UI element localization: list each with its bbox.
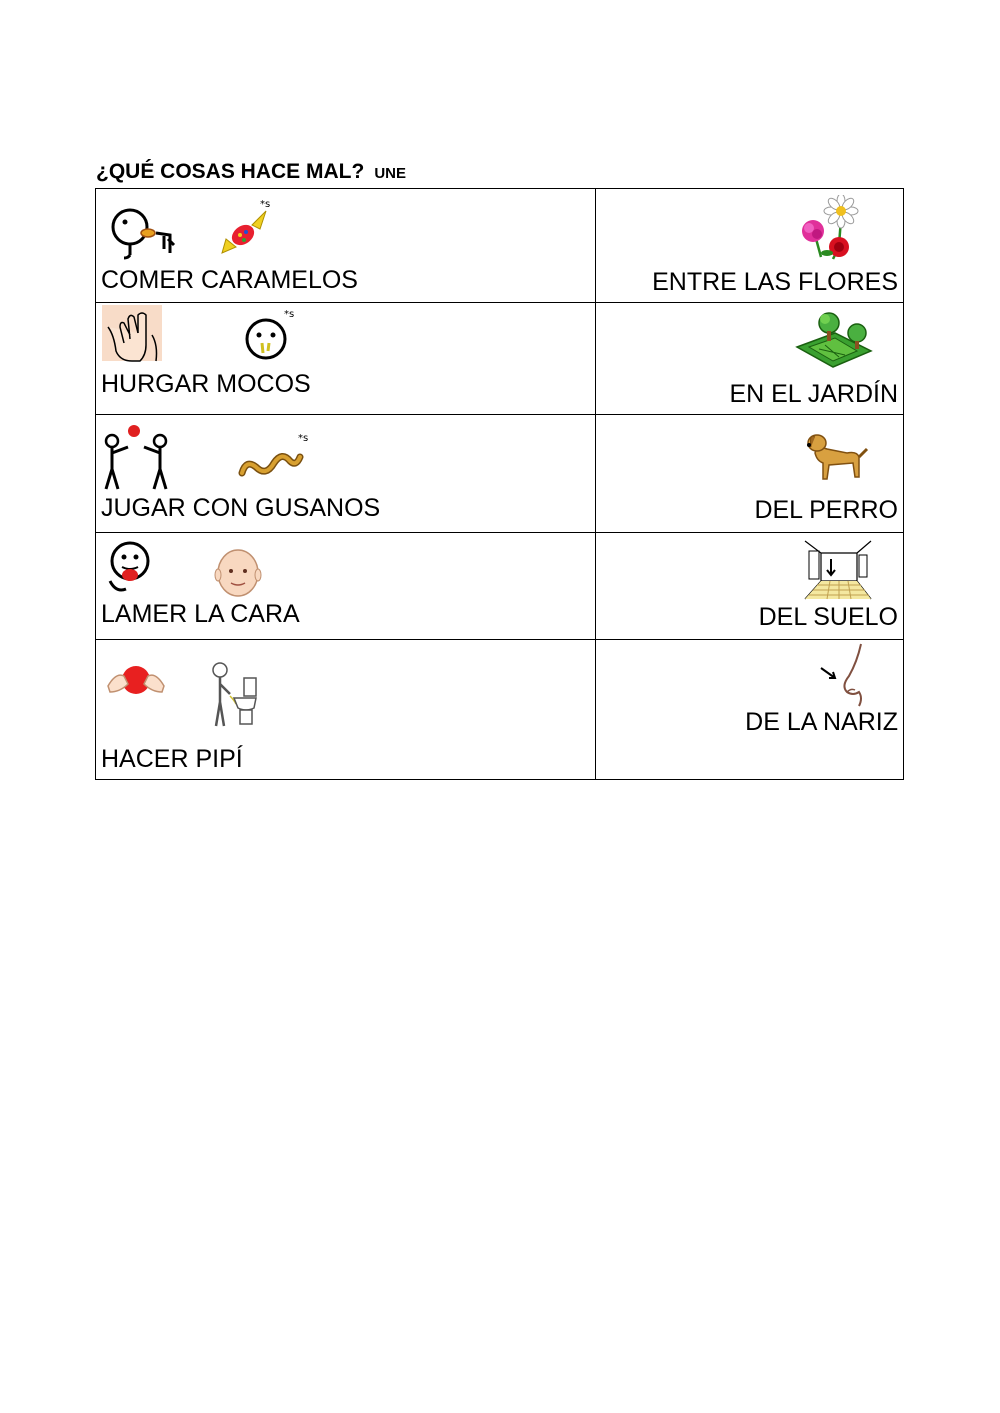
flowers-icon [793,195,865,265]
eating-face-icon [108,203,180,261]
floor-room-icon [803,539,873,603]
left-cell-2[interactable] [96,303,596,415]
left-cell-1[interactable] [96,189,596,303]
boy-toilet-icon [206,660,260,730]
table-row [96,189,904,303]
table-row [96,303,904,415]
right-label-2: EN EL JARDÍN [729,380,898,408]
worm-icon [236,429,316,483]
left-label-1: COMER CARAMELOS [101,266,358,294]
svg-text:*s: *s [284,309,295,320]
dog-icon [803,427,873,487]
left-label-2: HURGAR MOCOS [101,370,311,398]
instruction-text: UNE [374,165,407,182]
table-row [96,640,904,780]
right-cell-2[interactable] [596,303,904,415]
hands-red-ball-icon [106,662,166,702]
snot-face-icon [242,307,302,363]
matching-table [95,188,904,780]
left-label-5: HACER PIPÍ [101,745,243,773]
right-label-1: ENTRE LAS FLORES [652,268,898,296]
svg-text:*s: *s [298,433,309,444]
right-label-4: DEL SUELO [758,603,898,631]
right-cell-1[interactable] [596,189,904,303]
right-label-3: DEL PERRO [754,496,898,524]
candy-icon [220,195,276,255]
left-cell-5[interactable] [96,640,596,780]
left-cell-3[interactable] [96,415,596,533]
left-cell-4[interactable] [96,533,596,640]
bald-head-face-icon [214,547,264,599]
title-text: ¿QUÉ COSAS HACE MAL? [96,160,365,183]
right-cell-5[interactable] [596,640,904,780]
table-row [96,533,904,640]
svg-text:*s: *s [260,199,271,210]
garden-icon [795,309,873,369]
right-label-5: DE LA NARIZ [745,708,898,736]
left-label-3: JUGAR CON GUSANOS [101,494,381,522]
licking-face-icon [106,539,158,597]
table-row [96,415,904,533]
right-cell-4[interactable] [596,533,904,640]
worksheet-title [96,160,406,184]
finger-nose-icon [102,305,162,363]
right-cell-3[interactable] [596,415,904,533]
nose-icon [817,642,873,708]
playing-children-icon [102,425,170,491]
left-label-4: LAMER LA CARA [101,600,300,628]
